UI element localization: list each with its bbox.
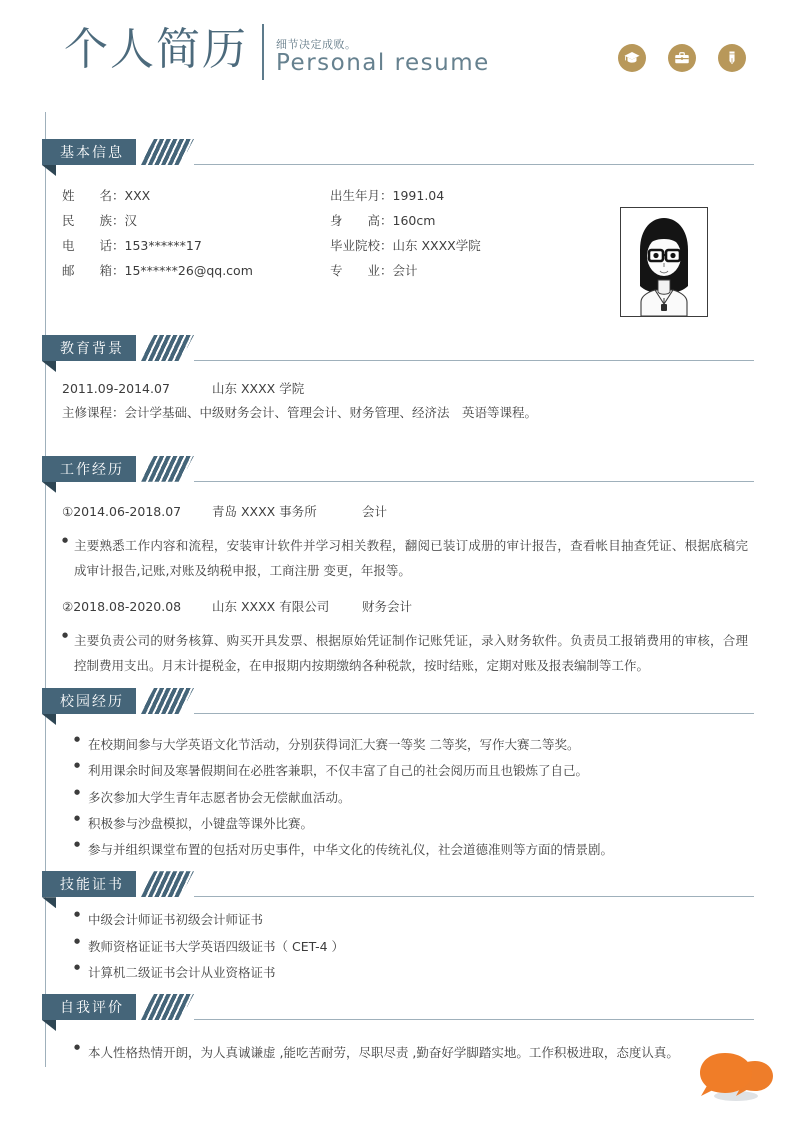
info-row bbox=[330, 208, 481, 233]
ribbon-body bbox=[42, 139, 136, 165]
briefcase-icon bbox=[668, 44, 696, 72]
section-title-text: 基本信息 bbox=[60, 145, 124, 161]
section-heading-work bbox=[42, 456, 794, 486]
list-item: ● 计算机二级证书会计从业资格证书 bbox=[74, 960, 748, 986]
ribbon-stripes bbox=[140, 688, 194, 714]
info-value: 汉 bbox=[124, 213, 138, 228]
info-label: 姓 名： bbox=[62, 188, 125, 203]
info-row bbox=[62, 233, 253, 258]
section-title-text: 教育背景 bbox=[60, 341, 124, 357]
ribbon-body bbox=[42, 456, 136, 482]
section-title-text: 校园经历 bbox=[60, 694, 124, 710]
chat-bubbles-icon bbox=[700, 1049, 776, 1105]
info-row bbox=[330, 233, 481, 258]
ribbon-fold bbox=[42, 897, 56, 908]
list-item: ● 本人性格热情开朗，为人真诚谦虚 ,能吃苦耐劳，尽职尽责 ,勤奋好学脚踏实地。工作积极进取，态度认真。 bbox=[74, 1040, 748, 1066]
section-heading-basic bbox=[42, 139, 794, 169]
ribbon-stripes bbox=[140, 456, 194, 482]
self-evaluation-list bbox=[74, 1040, 748, 1066]
basic-info-left-column bbox=[62, 183, 253, 283]
info-row bbox=[62, 183, 253, 208]
work-body bbox=[62, 486, 748, 678]
work-item-header bbox=[62, 595, 748, 619]
basic-info-body bbox=[0, 169, 794, 335]
ribbon-fold bbox=[42, 714, 56, 725]
section-heading-campus bbox=[42, 688, 794, 718]
header-subtitle-en: Personal resume bbox=[276, 50, 490, 76]
education-school: 山东 XXXX 学院 bbox=[212, 381, 305, 396]
list-item: ● 教师资格证证书大学英语四级证书（ CET-4 ） bbox=[74, 934, 748, 960]
section-self-evaluation bbox=[0, 994, 794, 1066]
skills-list bbox=[74, 907, 748, 986]
ribbon-fold bbox=[42, 1020, 56, 1031]
info-row bbox=[330, 183, 481, 208]
ribbon-stripes bbox=[140, 139, 194, 165]
work-item-header bbox=[62, 500, 748, 524]
list-item: ● 积极参与沙盘模拟，小键盘等课外比赛。 bbox=[74, 811, 748, 837]
education-period: 2011.09-2014.07 bbox=[62, 381, 170, 396]
work-company: 青岛 XXXX 事务所 bbox=[212, 503, 317, 519]
list-item: ● 在校期间参与大学英语文化节活动，分别获得词汇大赛一等奖 二等奖，写作大赛二等奖。 bbox=[74, 732, 748, 758]
self-evaluation-body bbox=[74, 1024, 748, 1066]
work-description: ● 主要熟悉工作内容和流程，安装审计软件并学习相关教程，翻阅已装订成册的审计报告，查看帐目抽查凭证、根据底稿完成审计报告,记账,对账及纳税申报，工商注册 变更，年报等。 bbox=[62, 534, 748, 583]
section-rule bbox=[194, 360, 754, 361]
education-row bbox=[62, 377, 748, 401]
section-skills-certificates bbox=[0, 871, 794, 986]
list-item: ● 利用课余时间及寒暑假期间在必胜客兼职，不仅丰富了自己的社会阅历而且也锻炼了自己。 bbox=[74, 758, 748, 784]
info-row bbox=[62, 258, 253, 283]
section-rule bbox=[194, 481, 754, 482]
title-divider bbox=[262, 24, 264, 80]
education-body bbox=[62, 365, 748, 426]
ribbon-body bbox=[42, 871, 136, 897]
work-company: 山东 XXXX 有限公司 bbox=[212, 598, 330, 614]
work-role: 会计 bbox=[362, 503, 388, 519]
section-education bbox=[0, 335, 794, 426]
section-rule bbox=[194, 164, 754, 165]
section-rule bbox=[194, 713, 754, 714]
info-label: 出生年月： bbox=[330, 188, 393, 203]
ribbon-body bbox=[42, 335, 136, 361]
skills-body bbox=[74, 901, 748, 986]
ribbon-stripes bbox=[140, 994, 194, 1020]
work-role: 财务会计 bbox=[362, 598, 413, 614]
section-title-text: 自我评价 bbox=[60, 1000, 124, 1016]
section-heading-self bbox=[42, 994, 794, 1024]
section-campus-experience bbox=[0, 688, 794, 863]
info-label: 民 族： bbox=[62, 213, 125, 228]
section-work-experience bbox=[0, 456, 794, 678]
graduation-cap-icon bbox=[618, 44, 646, 72]
section-basic-info bbox=[0, 139, 794, 335]
info-value: 山东 XXXX学院 bbox=[392, 238, 481, 253]
info-value: 153******17 bbox=[124, 238, 202, 253]
ribbon-stripes bbox=[140, 871, 194, 897]
info-row bbox=[62, 208, 253, 233]
ribbon-body bbox=[42, 994, 136, 1020]
section-heading-education bbox=[42, 335, 794, 365]
ribbon-body bbox=[42, 688, 136, 714]
info-label: 身 高： bbox=[330, 213, 393, 228]
work-period: ②2018.08-2020.08 bbox=[62, 598, 182, 614]
info-value: 15******26@qq.com bbox=[124, 263, 253, 278]
info-value: 会计 bbox=[392, 263, 418, 278]
campus-body bbox=[74, 718, 748, 863]
list-item: ● 中级会计师证书初级会计师证书 bbox=[74, 907, 748, 933]
info-value: XXX bbox=[124, 188, 151, 203]
section-title-text: 工作经历 bbox=[60, 461, 124, 478]
section-rule bbox=[194, 896, 754, 897]
page-title: 个人简历 bbox=[64, 24, 248, 75]
ribbon-fold bbox=[42, 482, 56, 493]
header-subtitle-cn: 细节决定成败。 bbox=[276, 38, 357, 51]
education-courses: 主修课程：会计学基础、中级财务会计、管理会计、财务管理、经济法 英语等课程。 bbox=[62, 405, 538, 421]
header-icon-group bbox=[618, 44, 746, 72]
work-period: ①2014.06-2018.07 bbox=[62, 503, 182, 519]
info-label: 专 业： bbox=[330, 263, 393, 278]
basic-info-right-column bbox=[330, 183, 481, 283]
info-value: 160cm bbox=[392, 213, 436, 228]
list-item: ● 多次参加大学生青年志愿者协会无偿献血活动。 bbox=[74, 785, 748, 811]
work-description: ● 主要负责公司的财务核算、购买开具发票、根据原始凭证制作记账凭证，录入财务软件。负责员工报销费用的审核，合理控制费用支出。月末计提税金，在申报期内按期缴纳各种税款，按时结账，定期对账及报表编制等工作。 bbox=[62, 629, 748, 678]
info-value: 1991.04 bbox=[392, 188, 445, 203]
avatar bbox=[620, 207, 708, 317]
resume-header bbox=[0, 0, 794, 112]
section-title-text: 技能证书 bbox=[60, 877, 124, 894]
section-heading-skills bbox=[42, 871, 794, 901]
ribbon-stripes bbox=[140, 335, 194, 361]
ribbon-fold bbox=[42, 361, 56, 372]
info-label: 电 话： bbox=[62, 238, 125, 253]
list-item: ● 参与并组织课堂布置的包括对历史事件，中华文化的传统礼仪，社会道德准则等方面的情景剧。 bbox=[74, 837, 748, 863]
info-row bbox=[330, 258, 481, 283]
info-label: 毕业院校： bbox=[330, 238, 393, 253]
info-label: 邮 箱： bbox=[62, 263, 125, 278]
pencil-icon bbox=[718, 44, 746, 72]
section-rule bbox=[194, 1019, 754, 1020]
campus-list bbox=[74, 732, 748, 863]
